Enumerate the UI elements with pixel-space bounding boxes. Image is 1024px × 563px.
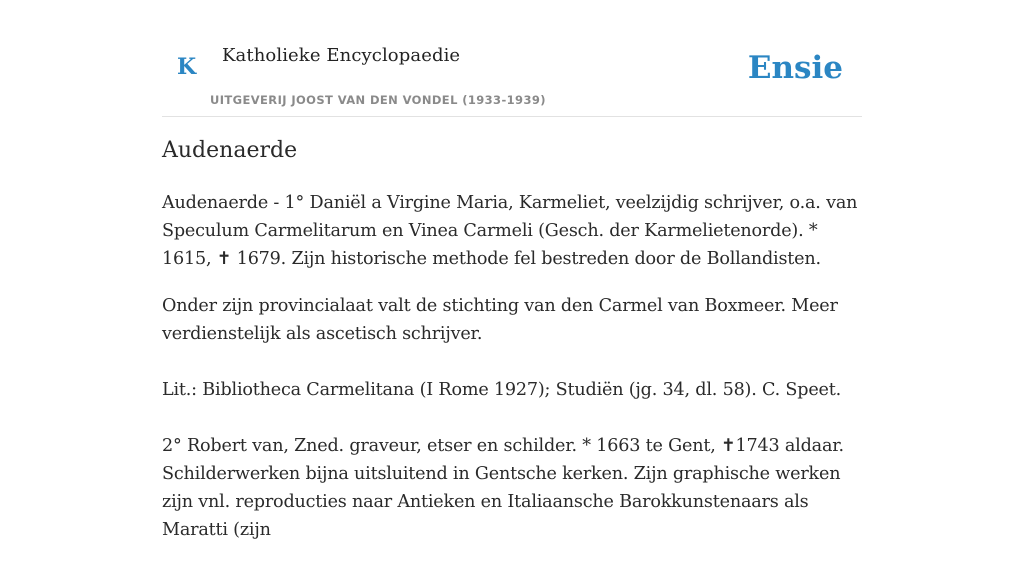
article-title: Audenaerde	[162, 138, 298, 163]
article-paragraph: Onder zijn provincialaat valt de stichting van den Carmel van Boxmeer. Meer verdienstelijk als ascetisch schrijver.	[162, 296, 838, 344]
publisher-subtitle: UITGEVERIJ JOOST VAN DEN VONDEL (1933-1939)	[210, 93, 546, 107]
site-title[interactable]: Katholieke Encyclopaedie	[222, 45, 461, 66]
encyclopedia-logo-icon[interactable]: K	[177, 54, 197, 80]
article-paragraph: 2° Robert van, Zned. graveur, etser en schilder. * 1663 te Gent, ✝1743 aldaar. Schilderwerken bijna uitsluitend in Gentsche kerken. Zijn graphische werken zijn vnl. reproducties naar Antieken en Italiaansche Barokkunstenaars als Maratti (zijn	[162, 436, 844, 540]
article-content	[162, 138, 862, 563]
article-paragraph: Lit.: Bibliotheca Carmelitana (I Rome 1927); Studiën (jg. 34, dl. 58). C. Speet.	[162, 380, 842, 400]
article-paragraph: Audenaerde - 1° Daniël a Virgine Maria, Karmeliet, veelzijdig schrijver, o.a. van Speculum Carmelitarum en Vinea Carmeli (Gesch. der Karmelietenorde). * 1615, ✝ 1679. Zijn historische methode fel bestreden door de Bollandisten.	[162, 193, 858, 269]
site-header	[162, 0, 862, 117]
ensie-brand-link[interactable]: Ensie	[747, 50, 843, 86]
